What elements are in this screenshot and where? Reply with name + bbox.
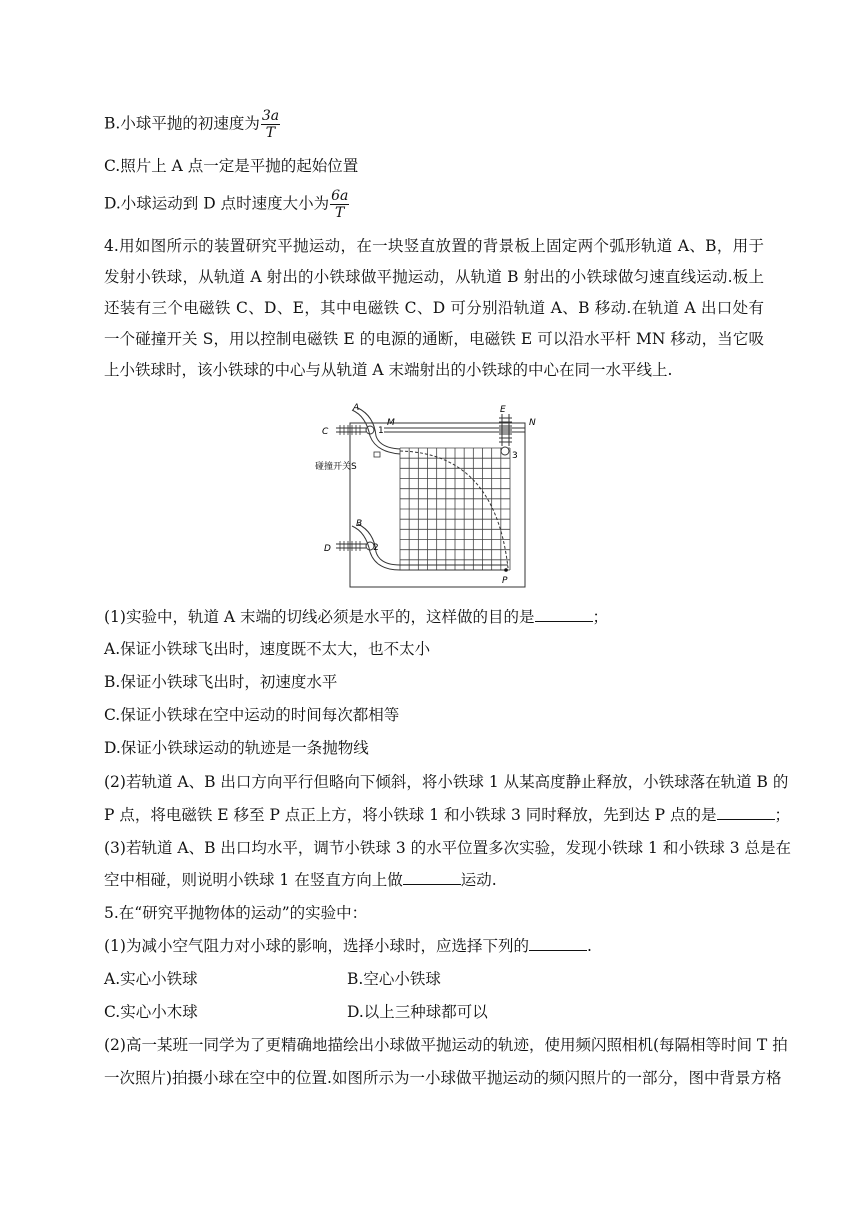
electromagnet-e (499, 414, 512, 446)
q4-part1: (1)实验中，轨道 A 末端的切线必须是水平的，这样做的目的是 ； (104, 608, 609, 626)
q4-part1-option-a: A.保证小铁球飞出时，速度既不太大，也不太小 (104, 640, 431, 658)
label-b: B (356, 519, 363, 529)
q4-part1-option-d: D.保证小铁球运动的轨迹是一条抛物线 (104, 739, 369, 757)
q3-option-b: B.小球平抛的初速度为 $\frac{3a}{T}$ (104, 108, 280, 141)
label-switch: 碰撞开关S (315, 462, 357, 472)
label-p: P (502, 576, 508, 586)
label-1: 1 (378, 426, 384, 436)
q4-part2-line1: (2)若轨道 A、B 出口方向平行但略向下倾斜，将小铁球 1 从某高度静止释放，小铁球落在轨道 B 的 (104, 773, 789, 791)
q4-part1-option-b: B.保证小铁球飞出时，初速度水平 (104, 673, 338, 691)
q5-option-c: C.实心小木球 (104, 1003, 198, 1021)
answer-blank (535, 607, 593, 622)
q5-part2-line2: 一次照片)拍摄小球在空中的位置.如图所示为一小球做平抛运动的频闪照片的一部分，图中背景方格 (104, 1069, 782, 1087)
q5-stem: 5.在“研究平抛物体的运动”的实验中： (104, 904, 368, 922)
label-d: D (324, 544, 331, 554)
q4-part1-option-c: C.保证小铁球在空中运动的时间每次都相等 (104, 706, 400, 724)
q3-option-b-fraction: $\frac{3a}{T}$ (261, 108, 280, 141)
q5-option-b: B.空心小铁球 (347, 970, 441, 988)
label-m: M (387, 418, 395, 428)
ball-3 (501, 447, 509, 455)
answer-blank (403, 870, 461, 885)
label-a: A (353, 403, 360, 413)
q3-option-d-fraction: $\frac{6a}{T}$ (331, 188, 349, 221)
q5-part1: (1)为减小空气阻力对小球的影响，选择小球时，应选择下列的 . (104, 937, 592, 955)
point-p (504, 568, 508, 572)
switch-s (374, 452, 380, 457)
q4-part3-line1: (3)若轨道 A、B 出口均水平，调节小铁球 3 的水平位置多次实验，发现小铁球 1 和小铁球 3 总是在 (104, 839, 792, 857)
grid (400, 448, 510, 570)
q5-part2-line1: (2)高一某班一同学为了更精确地描绘出小球做平抛运动的轨迹，使用频闪照相机(每隔相等时间 T 拍 (104, 1036, 788, 1054)
label-2: 2 (373, 543, 379, 553)
q4-apparatus-figure (300, 398, 560, 598)
electromagnet-d (336, 541, 366, 551)
answer-blank (529, 936, 587, 951)
electromagnet-c (336, 425, 366, 435)
q4-part2-line2: P 点，将电磁铁 E 移至 P 点正上方，将小铁球 1 和小铁球 3 同时释放，先到达 P 点的是 ； (104, 806, 791, 824)
q5-option-a: A.实心小铁球 (104, 970, 198, 988)
label-3: 3 (512, 451, 518, 461)
q3-option-d: D.小球运动到 D 点时速度大小为 $\frac{6a}{T}$ (104, 188, 349, 221)
answer-blank (717, 805, 775, 820)
label-n: N (529, 418, 536, 428)
q5-option-d: D.以上三种球都可以 (347, 1003, 488, 1021)
q4-stem: 4.用如图所示的装置研究平抛运动，在一块竖直放置的背景板上固定两个弧形轨道 A、B，用于发射小铁球，从轨道 A 射出的小铁球做平抛运动，从轨道 B 射出的小铁球做匀速直线运动.板上还装有三个电磁铁 C、D、E，其中电磁铁 C、D 可分别沿轨道 A、B 移动.在轨道 A 出口处有一个碰撞开关 S，用以控制电磁铁 E 的电源的通断，电磁铁 E 可以沿水平杆 MN 移动，当它吸上小铁球时，该小铁球的中心与从轨道 A 末端射出的小铁球的中心在同一水平线上. (104, 237, 764, 379)
q4-part3-line2: 空中相碰，则说明小铁球 1 在竖直方向上做 运动. (104, 871, 497, 889)
q3-option-c: C.照片上 A 点一定是平抛的起始位置 (104, 157, 359, 175)
label-e: E (500, 405, 506, 415)
label-c: C (322, 427, 329, 437)
